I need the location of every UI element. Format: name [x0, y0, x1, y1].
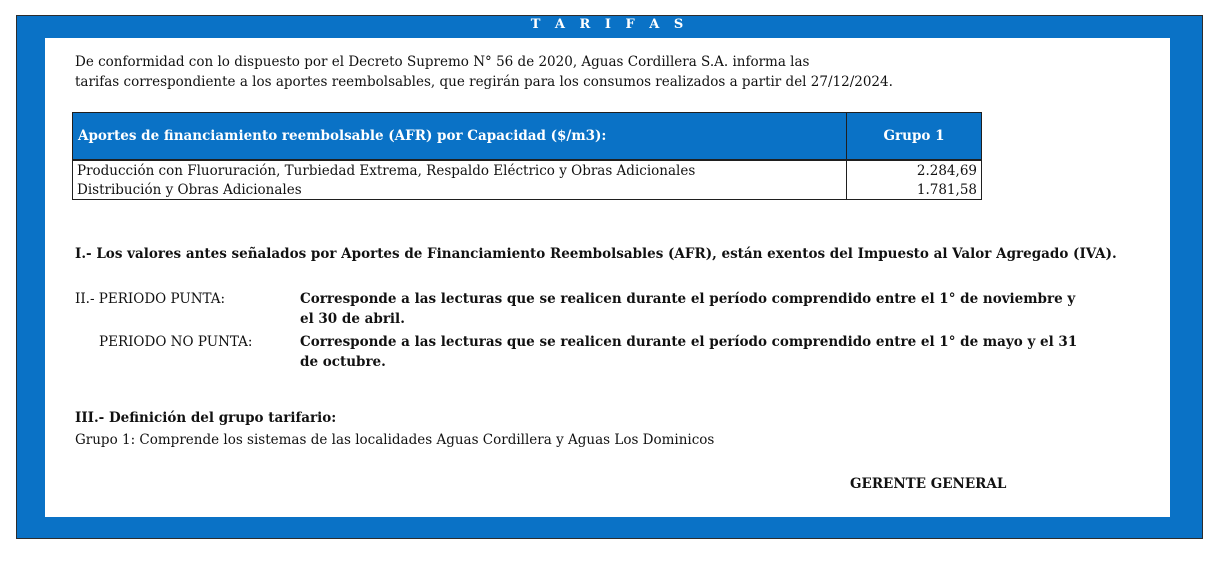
notice-title: T A R I F A S — [530, 17, 689, 32]
intro-line-1: De conformidad con lo dispuesto por el Decreto Supremo N° 56 de 2020, Aguas Cordillera S.A. informa las — [75, 54, 810, 70]
group-definition-title: III.- Definición del grupo tarifario: — [75, 410, 337, 426]
afr-tariff-table — [72, 112, 982, 200]
table-row — [73, 160, 982, 180]
table-header-group: Grupo 1 — [847, 113, 982, 161]
row-value: 2.284,69 — [847, 160, 982, 180]
offpeak-period-label: PERIODO NO PUNTA: — [99, 334, 253, 350]
row-label: Producción con Fluoruración, Turbiedad Extrema, Respaldo Eléctrico y Obras Adicionales — [73, 160, 847, 180]
tariff-notice-frame — [16, 15, 1203, 539]
note-iva-exemption: I.- Los valores antes señalados por Aportes de Financiamiento Reembolsables (AFR), están exentos del Impuesto al Valor Agregado (IVA). — [75, 246, 1117, 262]
table-header-label: Aportes de financiamiento reembolsable (AFR) por Capacidad ($/m3): — [73, 113, 847, 161]
peak-period-label: II.- PERIODO PUNTA: — [75, 291, 226, 307]
intro-line-2: tarifas correspondiente a los aportes reembolsables, que regirán para los consumos realizados a partir del 27/12/2024. — [75, 74, 893, 90]
table-header-row — [73, 113, 982, 161]
offpeak-period-text: Corresponde a las lecturas que se realicen durante el período comprendido entre el 1° de mayo y el 31 de octubre. — [300, 334, 1078, 370]
signature-general-manager: GERENTE GENERAL — [850, 476, 1007, 492]
table-row — [73, 180, 982, 200]
peak-period-text: Corresponde a las lecturas que se realicen durante el período comprendido entre el 1° de noviembre y el 30 de abril. — [300, 291, 1076, 327]
group-definition-text: Grupo 1: Comprende los sistemas de las localidades Aguas Cordillera y Aguas Los Dominicos — [75, 432, 715, 448]
row-value: 1.781,58 — [847, 180, 982, 200]
intro-paragraph — [75, 52, 893, 92]
row-label: Distribución y Obras Adicionales — [73, 180, 847, 200]
notice-body — [45, 38, 1170, 517]
